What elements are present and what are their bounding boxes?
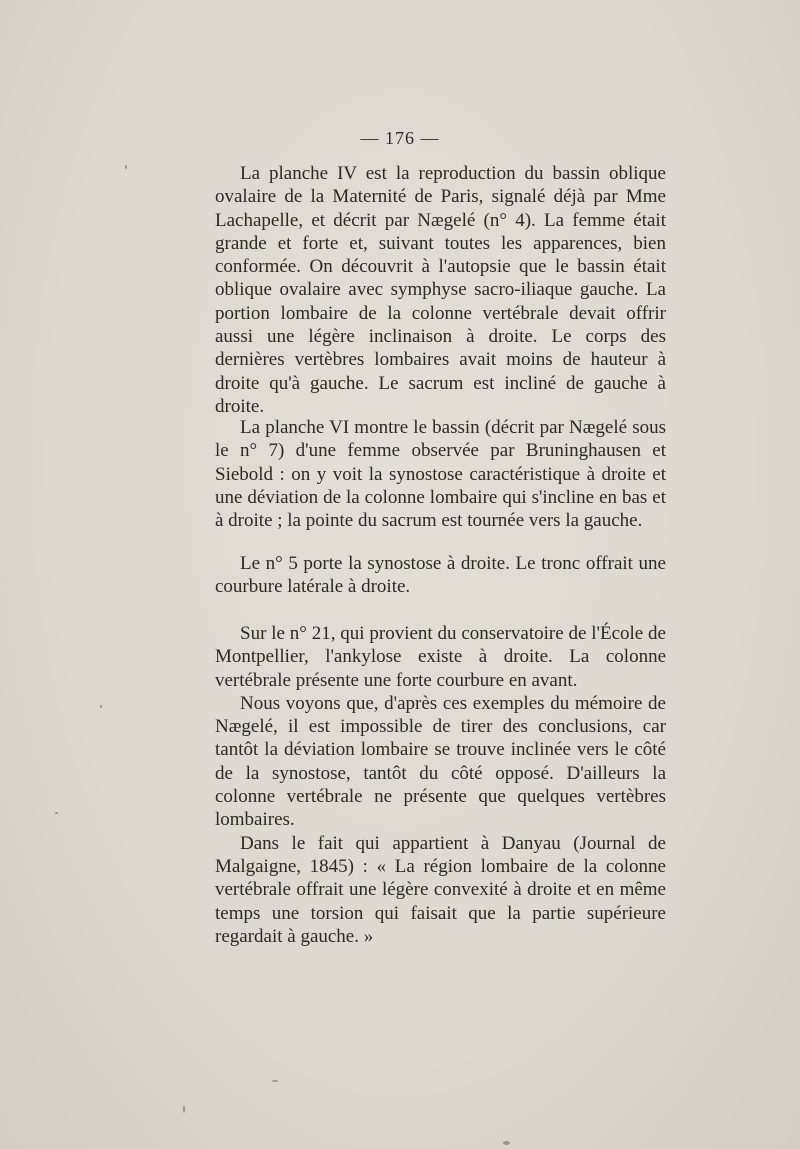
paper-speck	[272, 1080, 278, 1082]
paper-speck	[125, 165, 127, 169]
paragraph-conclusions: Nous voyons que, d'après ces exemples du mémoire de Nægelé, il est impossible de tirer des conclusions, car tantôt la déviation lombaire se trouve inclinée vers le côté de la synostose, tantôt du côté opposé. D'ailleurs la colonne vertébrale ne présente que quelques vertèbres lombaires.	[215, 692, 666, 831]
paragraph-numero-21: Sur le n° 21, qui provient du conservatoire de l'École de Montpellier, l'ankylose existe à droite. La colonne vertébrale présente une forte courbure en avant.	[215, 623, 666, 691]
paper-speck	[183, 1105, 185, 1113]
paragraph-planche-vi: La planche VI montre le bassin (décrit par Nægelé sous le n° 7) d'une femme observée par Bruninghausen et Siebold : on y voit la synostose caractéristique à droite et une déviation de la colonne lombaire qui s'incline en bas et à droite ; la pointe du sacrum est tournée vers la gauche.	[215, 417, 666, 532]
paragraph-block-3	[215, 552, 666, 599]
paragraph-block-2	[215, 416, 666, 532]
paragraph-planche-iv: La planche IV est la reproduction du bassin oblique ovalaire de la Maternité de Paris, signalé déjà par Mme Lachapelle, et décrit par Nægelé (n° 4). La femme était grande et forte et, suivant toutes les apparences, bien conformée. On découvrit à l'autopsie que le bassin était oblique ovalaire avec symphyse sacro-iliaque gauche. La portion lombaire de la colonne vertébrale devait offrir aussi une légère inclinaison à droite. Le corps des dernières vertèbres lombaires avait moins de hauteur à droite qu'à gauche. Le sacrum est incliné de gauche à droite.	[215, 163, 666, 417]
paragraph-numero-5: Le n° 5 porte la synostose à droite. Le tronc offrait une courbure latérale à droite.	[215, 553, 666, 598]
paper-speck	[100, 705, 102, 708]
page-number: — 176 —	[360, 128, 440, 148]
paragraph-danyau: Dans le fait qui appartient à Danyau (Journal de Malgaigne, 1845) : « La région lombaire de la colonne vertébrale offrait une légère convexité à droite et en même temps une torsion qui faisait que la partie supérieure regardait à gauche. »	[215, 832, 666, 947]
paper-speck	[503, 1141, 510, 1145]
paper-speck	[55, 812, 58, 814]
paragraph-block-1	[215, 162, 666, 418]
paragraph-block-4	[215, 622, 666, 948]
